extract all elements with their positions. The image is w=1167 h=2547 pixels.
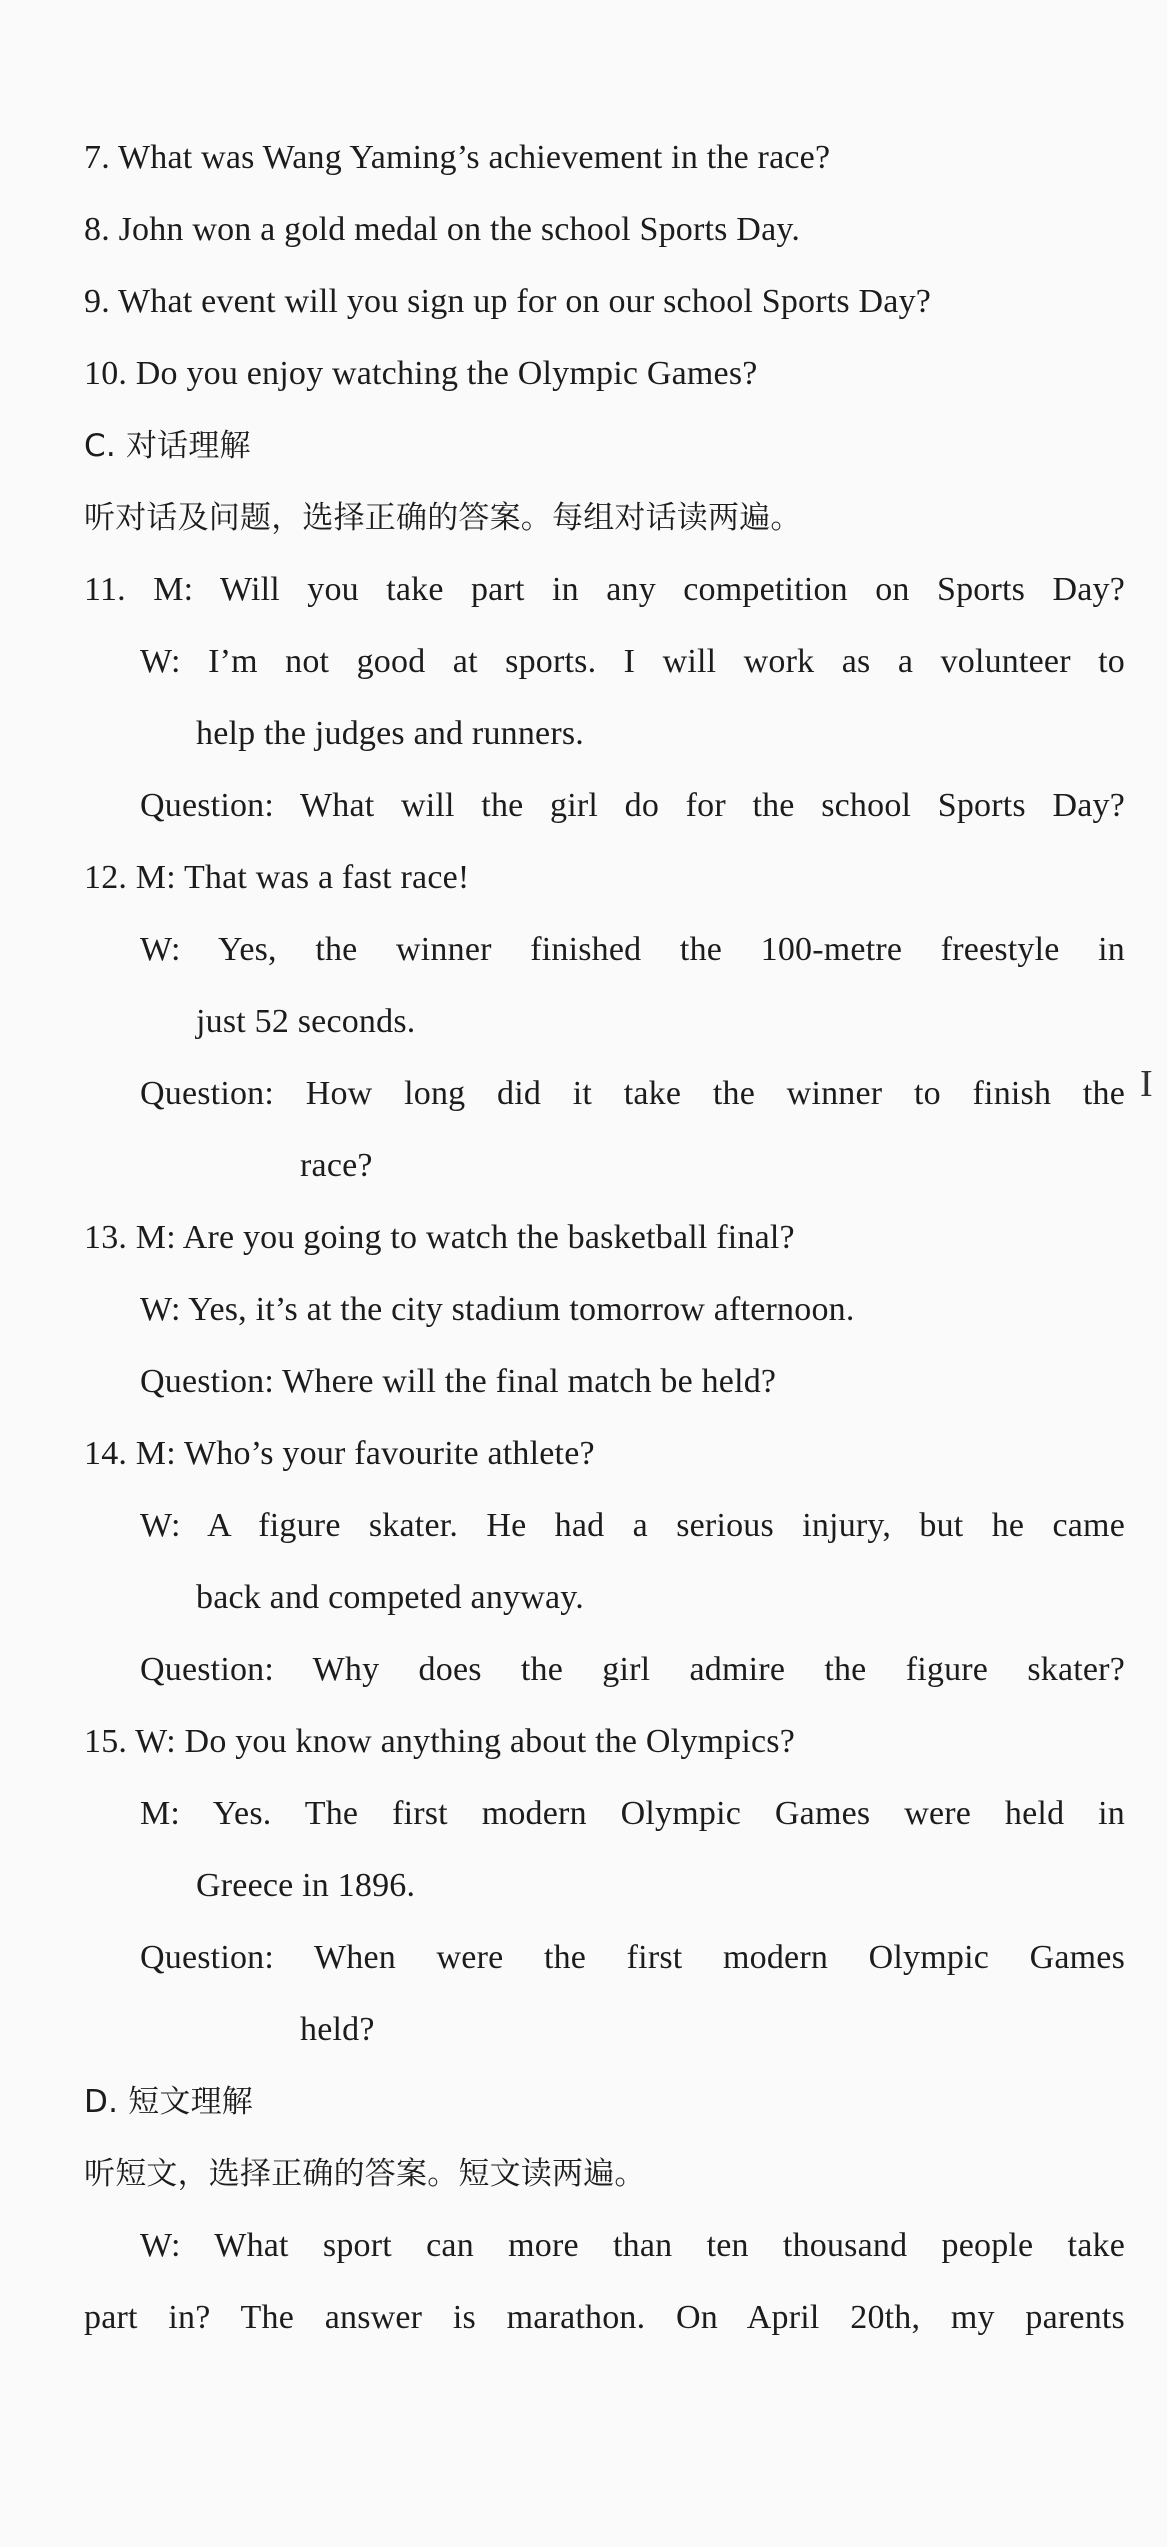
dialogue-13-man: 13. M: Are you going to watch the basketball final?	[84, 1219, 795, 1256]
dialogue-14-woman: W: A figure skater. He had a serious injury, but he came	[140, 1507, 1125, 1544]
passage-line-1: W: What sport can more than ten thousand people take	[140, 2227, 1125, 2264]
statement-8: 8. John won a gold medal on the school Sports Day.	[84, 211, 801, 248]
dialogue-12-question-cont: race?	[300, 1147, 373, 1184]
dialogue-12-man: 12. M: That was a fast race!	[84, 859, 470, 896]
dialogue-12-question: Question: How long did it take the winner to finish the	[140, 1075, 1125, 1112]
dialogue-12-woman: W: Yes, the winner finished the 100-metre freestyle in	[140, 931, 1125, 968]
dialogue-12-woman-cont: just 52 seconds.	[196, 1003, 416, 1040]
dialogue-13-question: Question: Where will the final match be held?	[140, 1363, 777, 1400]
dialogue-15-man-cont: Greece in 1896.	[196, 1867, 416, 1904]
dialogue-11-question: Question: What will the girl do for the school Sports Day?	[140, 787, 1125, 824]
dialogue-14-man: 14. M: Who’s your favourite athlete?	[84, 1435, 595, 1472]
section-d-heading: D. 短文理解	[84, 2084, 253, 2120]
dialogue-11-man: 11. M: Will you take part in any competition on Sports Day?	[84, 571, 1125, 608]
dialogue-13-woman: W: Yes, it’s at the city stadium tomorrow afternoon.	[140, 1291, 855, 1328]
question-7: 7. What was Wang Yaming’s achievement in the race?	[84, 139, 831, 176]
passage-line-2: part in? The answer is marathon. On April 20th, my parents	[84, 2299, 1125, 2336]
question-9: 9. What event will you sign up for on our school Sports Day?	[84, 283, 932, 320]
section-c-heading: C. 对话理解	[84, 428, 251, 464]
dialogue-11-woman-cont: help the judges and runners.	[196, 715, 585, 752]
dialogue-15-question-cont: held?	[300, 2011, 375, 2048]
dialogue-15-woman: 15. W: Do you know anything about the Olympics?	[84, 1723, 796, 1760]
dialogue-15-question: Question: When were the first modern Olympic Games	[140, 1939, 1125, 1976]
dialogue-15-man: M: Yes. The first modern Olympic Games were held in	[140, 1795, 1125, 1832]
dialogue-11-woman: W: I’m not good at sports. I will work as a volunteer to	[140, 643, 1125, 680]
section-d-instructions: 听短文，选择正确的答案。短文读两遍。	[84, 2156, 646, 2192]
margin-mark: I	[1140, 1063, 1153, 1105]
section-c-instructions: 听对话及问题，选择正确的答案。每组对话读两遍。	[84, 500, 802, 536]
question-10: 10. Do you enjoy watching the Olympic Games?	[84, 355, 758, 392]
dialogue-14-question: Question: Why does the girl admire the figure skater?	[140, 1651, 1125, 1688]
dialogue-14-woman-cont: back and competed anyway.	[196, 1579, 584, 1616]
